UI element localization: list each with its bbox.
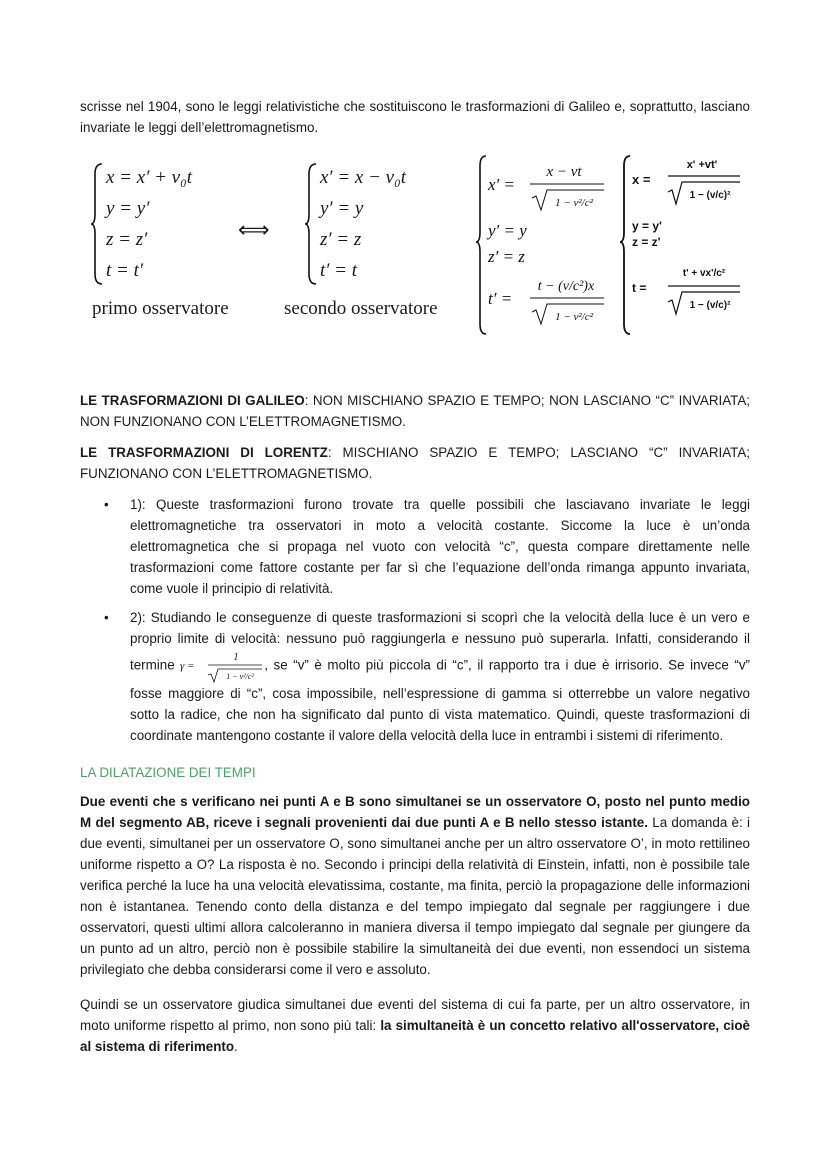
lorentz-a-x-lhs: x′ = (488, 175, 515, 194)
bullet-list (80, 494, 750, 746)
conclusion-end: . (234, 1039, 238, 1054)
bullet-2-end: , se “v” è molto più piccola di “c”, il rapporto tra i due è irrisorio. Se invece “v” fosse maggiore di “c”, cosa impossibile, nell’espressione di gamma si otterrebbe un valore negativo sotto la radice, che non ha significato dal punto di vista matematico. Quindi, queste trasformazioni di coordinate mantengono costante il valore della velocità della luce in entrambi i sistemi di riferimento. (130, 657, 750, 743)
lorentz-b-y: y = y' (632, 219, 662, 233)
lorentz-b-t-den: 1 − (v/c)² (689, 300, 731, 311)
lorentz-a-x-den: 1 − v²/c² (555, 197, 593, 209)
iff-symbol: ⟺ (238, 218, 270, 243)
galileo-primo-system (90, 162, 230, 292)
galileo-secondo-system (304, 162, 444, 292)
conclusion-start: Quindi se un osservatore giudica simultanei due eventi del sistema di cui fa parte, per un altro osservatore, in moto uniforme rispetto al primo, non sono più tali: (80, 997, 750, 1033)
secondo-eq-z: z′ = z (320, 229, 362, 250)
conclusion-bold: la simultaneità è un concetto relativo all'osservatore, cioè al sistema di riferimento (80, 1018, 750, 1054)
lorentz-b-z: z = z' (632, 235, 661, 249)
secondo-eq-x: x′ = x − v₀t (320, 167, 406, 188)
galileo-text: : NON MISCHIANO SPAZIO E TEMPO; NON LASCIANO “C” INVARIATA; NON FUNZIONANO CON L’ELETTROMAGNETISMO. (80, 393, 750, 429)
lorentz-b-x-num: x' +vt' (686, 159, 718, 171)
paragraph-rest: La domanda è: i due eventi, simultanei per un osservatore O, sono simultanei anche per un altro osservatore O’, in moto rettilineo uniforme rispetto a O? La risposta è no. Secondo i principi della relatività di Einstein, infatti, non è possibile tale verifica perché la luce ha una velocità elevatissima, costante, ma finita, perciò la propagazione delle informazioni non è istantanea. Tenendo conto della distanza e del tempo impiegato dal segnale per raggiungere i due osservatori, questi ultimi allora calcoleranno in maniera diversa il tempo impiegato dal segnale per giungere da un punto ad un altro, perciò non è possibile stabilire la simultaneità dei due eventi, non essendoci un sistema privilegiato che debba considerarsi come il vero e assoluto. (80, 815, 750, 977)
list-item (80, 607, 750, 746)
bullet-icon: • (104, 610, 109, 625)
list-item (80, 494, 750, 599)
equations-block (80, 152, 750, 340)
primo-eq-t: t = t′ (106, 260, 144, 281)
secondo-eq-y: y′ = y (320, 198, 364, 219)
bullet-1-text: 1): Queste trasformazioni furono trovate tra quelle possibili che lasciavano invariate le leggi elettromagnetiche tra osservatori in moto a velocità costante. Siccome la luce è un’onda elettromagnetica che si propaga nel vuoto con velocità “c”, questa compare direttamente nelle trasformazioni come fattore costante per far sì che l’equazione dell’onda rimanga appunto invariata, come vuole il principio di relatività. (130, 497, 750, 596)
section-title: LA DILATAZIONE DEI TEMPI (80, 765, 256, 780)
paragraph-conclusion (80, 994, 750, 1057)
lorentz-a-t-lhs: t′ = (488, 289, 513, 308)
lorentz-a-y: y′ = y (488, 221, 527, 240)
primo-eq-y: y = y′ (106, 198, 150, 219)
galileo-heading: LE TRASFORMAZIONI DI GALILEO (80, 393, 305, 408)
lorentz-system-b (620, 152, 750, 340)
intro-paragraph: scrisse nel 1904, sono le leggi relativistiche che sostituiscono le trasformazioni di Galileo e, soprattutto, lasciano invariate le leggi dell’elettromagnetismo. (80, 99, 750, 135)
lorentz-a-t-den: 1 − v²/c² (555, 311, 593, 323)
gamma-den: 1 − v²/c² (226, 672, 254, 681)
left-brace-icon (304, 162, 318, 286)
lorentz-b-x-den: 1 − (v/c)² (689, 190, 731, 201)
lorentz-a-z: z′ = z (488, 247, 525, 266)
gamma-num: 1 (233, 652, 239, 663)
primo-eq-z: z = z′ (106, 229, 148, 250)
left-brace-icon (90, 162, 104, 286)
galileo-summary (80, 390, 750, 432)
secondo-caption: secondo osservatore (284, 298, 438, 319)
bullet-icon: • (104, 497, 109, 512)
lorentz-b-x-lhs: x = (632, 172, 651, 187)
primo-caption: primo osservatore (92, 298, 229, 319)
secondo-eq-t: t′ = t (320, 260, 358, 281)
document-page (80, 96, 750, 1057)
lorentz-b-t-lhs: t = (632, 281, 647, 295)
primo-eq-x: x = x′ + v₀t (106, 167, 192, 188)
bullet-2-text (130, 607, 750, 746)
lorentz-summary (80, 442, 750, 484)
lorentz-heading: LE TRASFORMAZIONI DI LORENTZ (80, 445, 328, 460)
lorentz-text: : MISCHIANO SPAZIO E TEMPO; LASCIANO “C” INVARIATA; FUNZIONANO CON L’ELETTROMAGNETISMO. (80, 445, 750, 481)
lorentz-system-a (476, 152, 616, 340)
lorentz-b-t-num: t' + vx'/c² (682, 268, 726, 279)
paragraph-bold-definition: Due eventi che s verificano nei punti A e B sono simultanei se un osservatore O, posto nel punto medio M del segmento AB, riceve i segnali provenienti dai due punti A e B nello stesso istante. (80, 794, 750, 830)
bullet-2-start: 2): Studiando le conseguenze di queste trasformazioni si scoprì che la velocità della luce è un vero e proprio limite di velocità: nessuno può raggiungerla e nessuno può superarla. Infatti, considerando il termine (130, 610, 750, 673)
gamma-lhs: γ = (180, 660, 195, 672)
paragraph-simultaneity (80, 791, 750, 980)
gamma-formula (180, 649, 264, 683)
lorentz-a-t-num: t − (v/c²)x (537, 279, 595, 294)
lorentz-a-x-num: x − vt (546, 164, 582, 180)
